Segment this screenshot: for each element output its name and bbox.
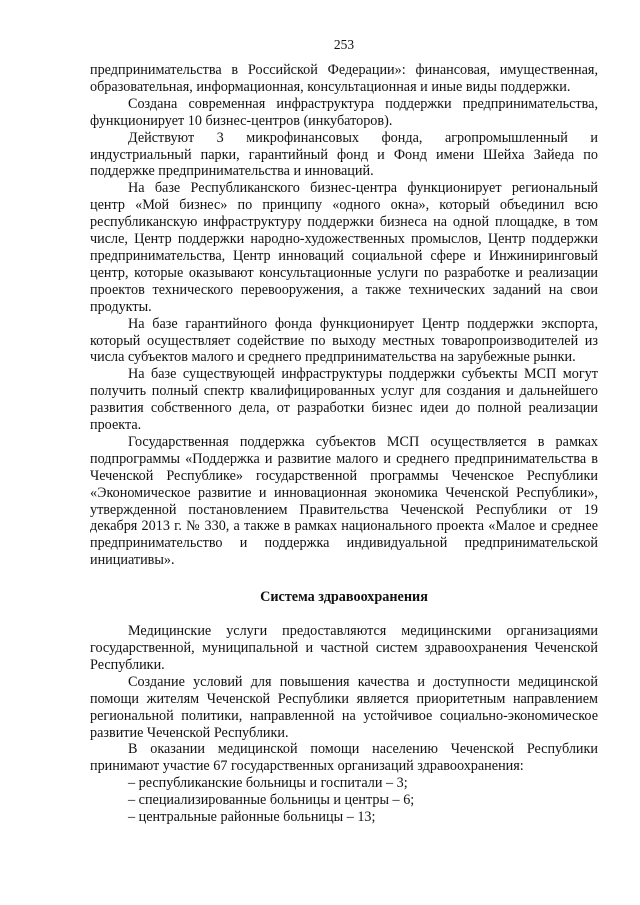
document-page xyxy=(90,0,598,905)
list-item: – специализированные больницы и центры – 6; xyxy=(128,792,415,809)
page-number: 253 xyxy=(333,37,355,52)
paragraph: Медицинские услуги предоставляются медицинскими организациями государственной, муниципальной и частной систем здравоохранения Чеченской Республики. xyxy=(90,623,598,673)
paragraph: В оказании медицинской помощи населению Чеченской Республики принимают участие 67 государственных организаций здравоохранения: xyxy=(90,741,598,775)
list-item: – центральные районные больницы – 13; xyxy=(128,809,376,826)
paragraph: На базе гарантийного фонда функционирует Центр поддержки экспорта, который осуществляет содействие по выходу местных товаропроизводителей из числа субъектов малого и среднего предпринимательства на зарубежные рынки. xyxy=(90,315,598,366)
paragraph: На базе существующей инфраструктуры поддержки субъекты МСП могут получить полный спектр квалифицированных услуг для создания и дальнейшего развития собственного дела, от разработки бизнес идеи до полной реализации проекта. xyxy=(90,366,598,434)
section-heading: Система здравоохранения xyxy=(260,589,428,606)
paragraph: Действуют 3 микрофинансовых фонда, агропромышленный и индустриальный парки, гарантийный фонд и Фонд имени Шейха Зайеда по поддержке предпринимательства и инноваций. xyxy=(90,129,598,180)
paragraph: Создание условий для повышения качества и доступности медицинской помощи жителям Чеченской Республики является приоритетным направлением региональной политики, направленной на устойчивое социально-экономическое развитие Чеченской Республики. xyxy=(90,673,598,741)
document-body xyxy=(90,62,598,826)
paragraph: Создана современная инфраструктура поддержки предпринимательства, функционирует 10 бизнес-центров (инкубаторов). xyxy=(90,95,598,129)
paragraph: предпринимательства в Российской Федерации»: финансовая, имущественная, образовательная, информационная, консультационная и иные виды поддержки. xyxy=(90,62,598,95)
list-item: – республиканские больницы и госпитали – 3; xyxy=(128,775,408,792)
paragraph: Государственная поддержка субъектов МСП осуществляется в рамках подпрограммы «Поддержка и развитие малого и среднего предпринимательства в Чеченской Республике» государственной программы Чеченское Республики «Экономическое развитие и инновационная экономика Чеченской Республики», утвержденной постановлением Правительства Чеченской Республики от 19 декабря 2013 г. № 330, а также в рамках национального проекта «Малое и среднее предпринимательство и поддержка индивидуальной предпринимательской инициативы». xyxy=(90,433,598,569)
paragraph: На базе Республиканского бизнес-центра функционирует региональный центр «Мой бизнес» по принципу «одного окна», который объединил всю республиканскую инфраструктуру поддержки бизнеса на одной площадке, в том числе, Центр поддержки народно-художественных промыслов, Центр поддержки предпринимательства, Центр инноваций социальной сфере и Инжиниринговый центр, которые оказывают консультационные услуги по разработке и реализации проектов технического перевооружения, а также технических заданий на свои продукты. xyxy=(90,180,598,315)
